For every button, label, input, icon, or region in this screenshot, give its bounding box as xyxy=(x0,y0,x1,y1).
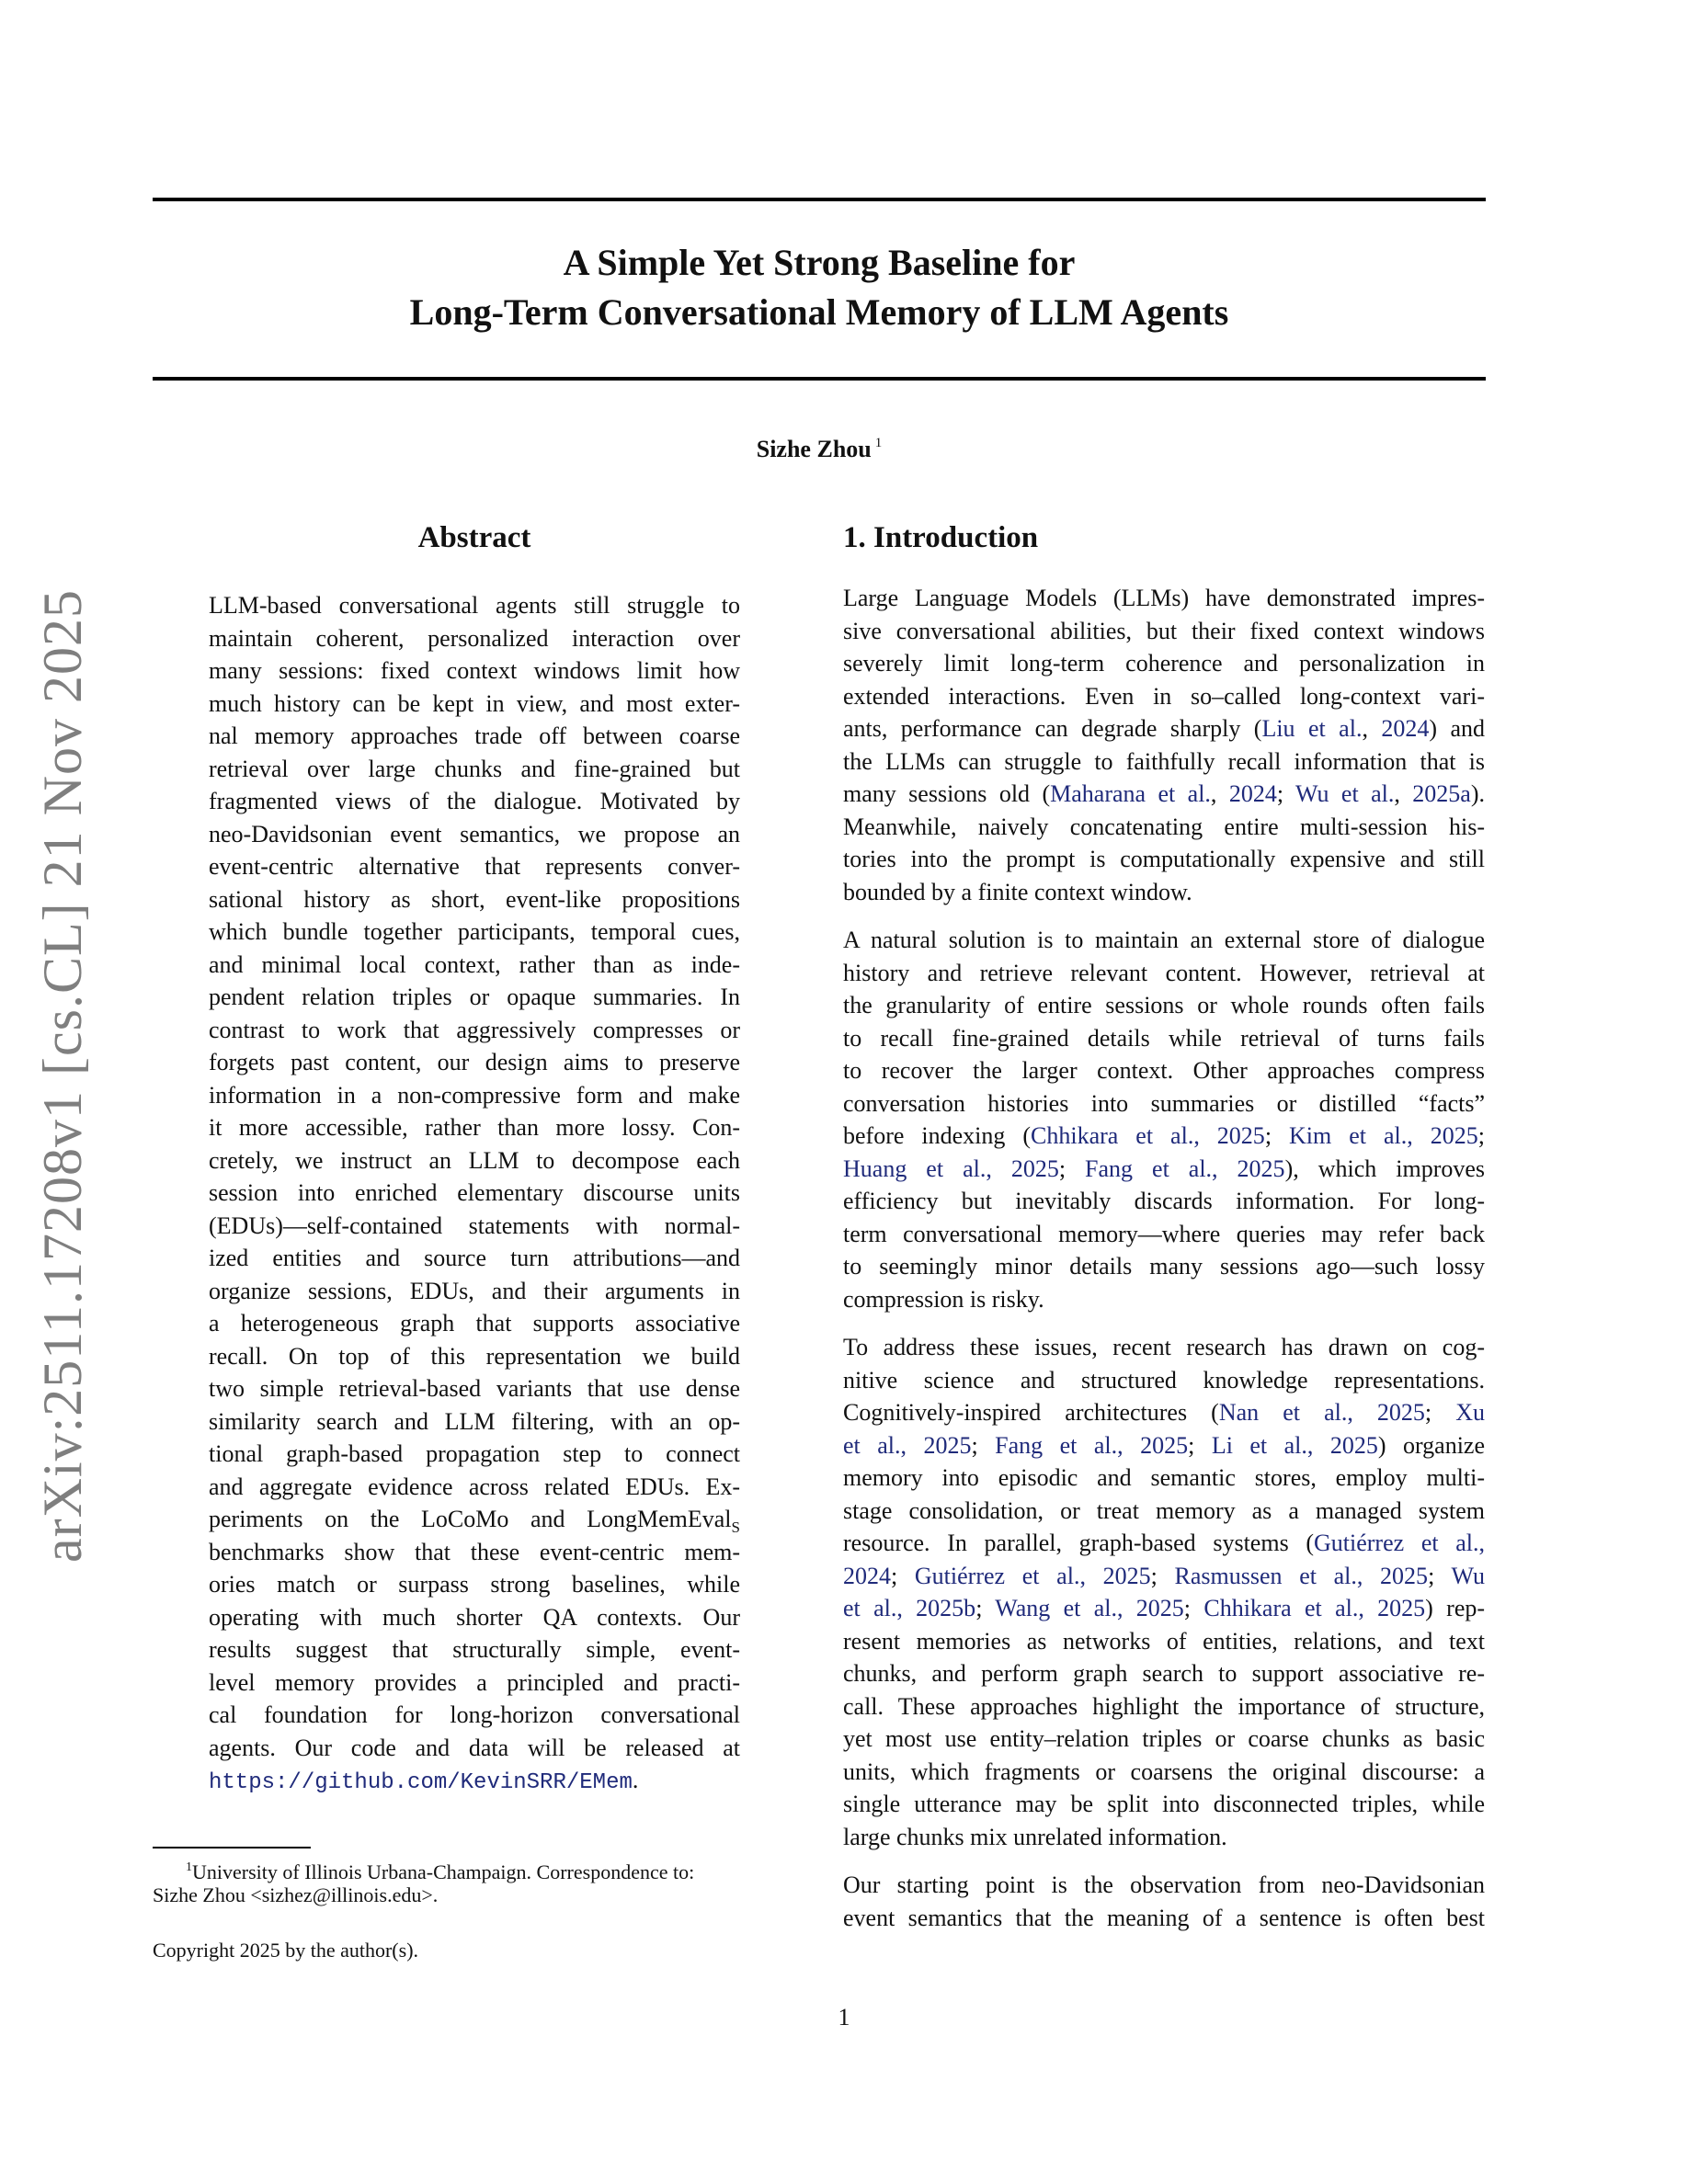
text-run: nal memory approaches trade off between coarse xyxy=(209,722,740,749)
arxiv-stamp: arXiv:2511.17208v1 [cs.CL] 21 Nov 2025 xyxy=(32,589,93,1563)
text-run: much history can be kept in view, and most exter- xyxy=(209,690,740,717)
introduction-heading: 1. Introduction xyxy=(843,521,1039,554)
text-run: ; xyxy=(971,1432,996,1459)
text-run: ), which improves xyxy=(1284,1155,1486,1182)
abstract-line xyxy=(209,1046,740,1078)
intro-line xyxy=(843,582,1485,614)
intro-line xyxy=(843,1495,1485,1527)
citation-link[interactable]: Wu xyxy=(1451,1563,1485,1589)
citation-link[interactable]: Huang et al., 2025 xyxy=(843,1155,1059,1182)
paper-title-line-2: Long-Term Conversational Memory of LLM Agents xyxy=(409,291,1229,333)
citation-link[interactable]: Wang et al., 2025 xyxy=(995,1595,1184,1621)
text-run: the LLMs can struggle to faithfully recall information that is xyxy=(843,748,1485,775)
citation-link[interactable]: Gutiérrez et al., 2025 xyxy=(914,1563,1151,1589)
text-run: cretely, we instruct an LLM to decompose each xyxy=(209,1147,740,1174)
citation-link[interactable]: Nan et al., 2025 xyxy=(1218,1399,1425,1426)
intro-line xyxy=(843,957,1485,989)
text-run: agents. Our code and data will be released at xyxy=(209,1735,740,1761)
text-run: and minimal local context, rather than as inde- xyxy=(209,951,740,978)
text-run: yet most use entity–relation triples or coarse chunks as basic xyxy=(843,1725,1485,1752)
text-run: to recover the larger context. Other approaches compress xyxy=(843,1057,1485,1084)
abstract-line xyxy=(209,1699,740,1731)
page-number: 1 xyxy=(838,2004,850,2030)
text-run: , xyxy=(1210,780,1229,807)
text-run: ; xyxy=(1183,1595,1204,1621)
citation-link[interactable]: Wu et al. xyxy=(1295,780,1395,807)
citation-link[interactable]: et al., 2025b xyxy=(843,1595,976,1621)
intro-line xyxy=(843,1120,1485,1152)
text-run: maintain coherent, personalized interaction over xyxy=(209,625,740,652)
citation-link[interactable]: 2024 xyxy=(843,1563,891,1589)
footnote-text-1: University of Illinois Urbana-Champaign. Correspondence to: xyxy=(192,1860,695,1883)
text-run: tional graph-based propagation step to connect xyxy=(209,1440,740,1467)
abstract-line xyxy=(209,1536,740,1568)
text-run: ). xyxy=(1470,780,1486,807)
text-run: event semantics that the meaning of a sentence is often best xyxy=(843,1905,1485,1931)
citation-link[interactable]: Fang et al., 2025 xyxy=(995,1432,1189,1459)
text-run: ants, performance can degrade sharply ( xyxy=(843,715,1262,742)
citation-link[interactable]: Chhikara et al., 2025 xyxy=(1203,1595,1426,1621)
paper-title-line-1: A Simple Yet Strong Baseline for xyxy=(563,242,1076,283)
abstract-line xyxy=(209,1340,740,1372)
abstract-line xyxy=(209,1372,740,1405)
author-name: Sizhe Zhou xyxy=(756,436,872,462)
text-run: severely limit long-term coherence and personalization in xyxy=(843,650,1485,677)
text-run: history and retrieve relevant content. However, retrieval at xyxy=(843,960,1485,986)
title-rule-top xyxy=(153,198,1486,201)
text-run: many sessions old ( xyxy=(843,780,1051,807)
text-run: extended interactions. Even in so–called long-context vari- xyxy=(843,683,1485,710)
citation-link[interactable]: Li et al., 2025 xyxy=(1211,1432,1378,1459)
abstract-line xyxy=(209,1732,740,1764)
text-run: benchmarks show that these event-centric mem- xyxy=(209,1539,740,1565)
intro-line xyxy=(843,1592,1485,1624)
text-run: Cognitively-inspired architectures ( xyxy=(843,1399,1219,1426)
text-run: recall. On top of this representation we build xyxy=(209,1343,740,1370)
citation-link[interactable]: Xu xyxy=(1455,1399,1485,1426)
text-run: retrieval over large chunks and fine-grained but xyxy=(209,756,740,782)
text-run: ories match or surpass strong baselines, while xyxy=(209,1571,740,1598)
text-run: , xyxy=(1394,780,1413,807)
text-run: which bundle together participants, temporal cues, xyxy=(209,918,740,945)
intro-line xyxy=(843,778,1485,810)
intro-line xyxy=(843,615,1485,647)
intro-line xyxy=(843,1022,1485,1054)
text-run: nitive science and structured knowledge representations. xyxy=(843,1367,1485,1393)
text-run: To address these issues, recent research has drawn on cog- xyxy=(843,1334,1485,1360)
footnote-rule xyxy=(153,1847,311,1848)
text-run: conversation histories into summaries or distilled “facts” xyxy=(843,1090,1485,1117)
text-run: it more accessible, rather than more lossy. Con- xyxy=(209,1114,740,1141)
text-run: bounded by a finite context window. xyxy=(843,879,1192,905)
intro-line xyxy=(843,811,1485,843)
code-url-link[interactable]: https://github.com/KevinSRR/EMem xyxy=(209,1770,633,1795)
copyright-notice: Copyright 2025 by the author(s). xyxy=(153,1939,419,1962)
text-run: to recall fine-grained details while retrieval of turns fails xyxy=(843,1025,1485,1052)
footnote-correspondence: Sizhe Zhou <sizhez@illinois.edu>. xyxy=(153,1883,439,1906)
intro-line xyxy=(843,1625,1485,1657)
text-run: two simple retrieval-based variants that use dense xyxy=(209,1375,740,1402)
intro-line xyxy=(843,1185,1485,1217)
text-run: ) and xyxy=(1429,715,1486,742)
intro-line xyxy=(843,1657,1485,1689)
subscript: S xyxy=(731,1519,740,1536)
citation-link[interactable]: 2025a xyxy=(1412,780,1471,807)
text-run: (EDUs)—self-contained statements with normal- xyxy=(209,1212,740,1239)
citation-link[interactable]: 2024 xyxy=(1228,780,1277,807)
abstract-line xyxy=(209,1764,740,1799)
abstract-line xyxy=(209,785,740,817)
text-run: a heterogeneous graph that supports associative xyxy=(209,1310,740,1337)
text-run: compression is risky. xyxy=(843,1286,1044,1313)
intro-line xyxy=(843,1756,1485,1788)
text-run: ; xyxy=(975,1595,996,1621)
text-run: A natural solution is to maintain an external store of dialogue xyxy=(843,927,1485,953)
text-run: similarity search and LLM filtering, with an op- xyxy=(209,1408,740,1435)
text-run: ; xyxy=(1264,1122,1290,1149)
intro-line xyxy=(843,1902,1485,1934)
text-run: level memory provides a principled and practi- xyxy=(209,1669,740,1696)
abstract-line xyxy=(209,1601,740,1633)
text-run: session into enriched elementary discourse units xyxy=(209,1179,740,1206)
intro-line xyxy=(843,1364,1485,1396)
abstract-line xyxy=(209,688,740,720)
intro-line xyxy=(843,1723,1485,1755)
text-run: Meanwhile, naively concatenating entire multi-session his- xyxy=(843,813,1485,840)
abstract-line xyxy=(209,753,740,785)
text-run: sational history as short, event-like propositions xyxy=(209,886,740,913)
text-run: ; xyxy=(1276,780,1296,807)
text-run: sive conversational abilities, but their fixed context windows xyxy=(843,618,1485,644)
text-run: tories into the prompt is computationally expensive and still xyxy=(843,846,1485,872)
intro-line xyxy=(843,1527,1485,1559)
text-run: contrast to work that aggressively compresses or xyxy=(209,1017,740,1043)
abstract-line xyxy=(209,1471,740,1503)
citation-link[interactable]: Gutiérrez et al., xyxy=(1314,1530,1485,1556)
affiliation-mark: 1 xyxy=(874,436,883,450)
text-run: , xyxy=(1362,715,1382,742)
abstract-line xyxy=(209,1242,740,1274)
abstract-line xyxy=(209,1666,740,1699)
text-run: to seemingly minor details many sessions ago—such lossy xyxy=(843,1253,1485,1280)
intro-line xyxy=(843,924,1485,956)
text-run: cal foundation for long-horizon conversational xyxy=(209,1701,740,1728)
abstract-line xyxy=(209,1568,740,1600)
citation-link[interactable]: 2024 xyxy=(1381,715,1430,742)
text-run: information in a non-compressive form and make xyxy=(209,1082,740,1109)
text-run: ; xyxy=(1150,1563,1175,1589)
intro-line xyxy=(843,1087,1485,1120)
intro-line xyxy=(843,1869,1485,1901)
intro-line xyxy=(843,1690,1485,1723)
text-run: ; xyxy=(1428,1563,1452,1589)
citation-link[interactable]: Liu et al. xyxy=(1261,715,1363,742)
abstract-line xyxy=(209,1438,740,1470)
abstract-line xyxy=(209,850,740,882)
intro-line xyxy=(843,712,1485,745)
intro-line xyxy=(843,1560,1485,1592)
intro-line xyxy=(843,1429,1485,1462)
text-run: efficiency but inevitably discards information. For long- xyxy=(843,1188,1485,1214)
intro-line xyxy=(843,1250,1485,1282)
text-run: organize sessions, EDUs, and their arguments in xyxy=(209,1278,740,1304)
citation-link[interactable]: Maharana et al. xyxy=(1050,780,1211,807)
abstract-line xyxy=(209,1633,740,1666)
abstract-line xyxy=(209,1210,740,1242)
text-run: ; xyxy=(1477,1122,1485,1149)
abstract-line xyxy=(209,622,740,654)
abstract-line xyxy=(209,1014,740,1046)
intro-line xyxy=(843,1283,1485,1315)
text-run: before indexing ( xyxy=(843,1122,1032,1149)
citation-link[interactable]: et al., 2025 xyxy=(843,1432,972,1459)
abstract-line xyxy=(209,1111,740,1143)
intro-line xyxy=(843,989,1485,1021)
text-run: Our starting point is the observation from neo-Davidsonian xyxy=(843,1871,1485,1898)
intro-line xyxy=(843,1218,1485,1250)
abstract-line xyxy=(209,818,740,850)
text-run: single utterance may be split into disconnected triples, while xyxy=(843,1791,1485,1817)
intro-line xyxy=(843,1396,1485,1428)
abstract-line xyxy=(209,916,740,948)
abstract-line xyxy=(209,883,740,916)
text-run: event-centric alternative that represents conver- xyxy=(209,853,740,880)
text-run: Large Language Models (LLMs) have demonstrated impres- xyxy=(843,585,1485,611)
intro-line xyxy=(843,647,1485,679)
text-run: and aggregate evidence across related EDUs. Ex- xyxy=(209,1473,740,1500)
intro-line xyxy=(843,843,1485,875)
abstract-line xyxy=(209,1079,740,1111)
text-run: resent memories as networks of entities, relations, and text xyxy=(843,1628,1485,1655)
abstract-line xyxy=(209,1144,740,1177)
text-run: units, which fragments or coarsens the original discourse: a xyxy=(843,1758,1485,1785)
title-rule-bottom xyxy=(153,377,1486,381)
text-run: results suggest that structurally simple, event- xyxy=(209,1636,740,1663)
text-run: call. These approaches highlight the importance of structure, xyxy=(843,1693,1485,1720)
text-run: ) rep- xyxy=(1425,1595,1486,1621)
intro-line xyxy=(843,745,1485,778)
citation-link[interactable]: Rasmussen et al., 2025 xyxy=(1174,1563,1429,1589)
abstract-line xyxy=(209,1177,740,1209)
abstract-line xyxy=(209,654,740,687)
abstract-heading: Abstract xyxy=(417,521,531,554)
text-run: periments on the LoCoMo and LongMemEval xyxy=(209,1506,732,1532)
abstract-line xyxy=(209,949,740,981)
text-run: operating with much shorter QA contexts. Our xyxy=(209,1604,740,1631)
text-run: ) organize xyxy=(1377,1432,1486,1459)
text-run: the granularity of entire sessions or whole rounds often fails xyxy=(843,992,1485,1018)
author xyxy=(153,436,1486,463)
text-run: forgets past content, our design aims to preserve xyxy=(209,1049,740,1075)
intro-line xyxy=(843,1462,1485,1494)
text-run: resource. In parallel, graph-based systems ( xyxy=(843,1530,1314,1556)
text-run: stage consolidation, or treat memory as a managed system xyxy=(843,1497,1485,1524)
text-run: fragmented views of the dialogue. Motivated by xyxy=(209,788,740,814)
text-run: ized entities and source turn attributions—and xyxy=(209,1245,740,1271)
text-run: ; xyxy=(891,1563,915,1589)
text-run: LLM-based conversational agents still struggle to xyxy=(209,592,740,619)
text-run: pendent relation triples or opaque summaries. In xyxy=(209,984,740,1010)
abstract-line xyxy=(209,981,740,1013)
text-run: ; xyxy=(1188,1432,1212,1459)
text-run: ; xyxy=(1424,1399,1456,1426)
text-run: many sessions: fixed context windows limit how xyxy=(209,657,740,684)
text-run: . xyxy=(632,1767,639,1793)
abstract-line xyxy=(209,589,740,621)
text-run: neo-Davidsonian event semantics, we propose an xyxy=(209,821,740,847)
intro-line xyxy=(843,680,1485,712)
abstract-line xyxy=(209,720,740,752)
citation-link[interactable]: Chhikara et al., 2025 xyxy=(1031,1122,1265,1149)
text-run: large chunks mix unrelated information. xyxy=(843,1824,1227,1850)
footnote-mark: 1 xyxy=(186,1860,192,1874)
intro-line xyxy=(843,1788,1485,1820)
text-run: ; xyxy=(1058,1155,1086,1182)
intro-line xyxy=(843,1153,1485,1185)
intro-line xyxy=(843,876,1485,908)
citation-link[interactable]: Fang et al., 2025 xyxy=(1085,1155,1285,1182)
abstract-line xyxy=(209,1275,740,1307)
intro-line xyxy=(843,1821,1485,1853)
intro-line xyxy=(843,1054,1485,1086)
abstract-line xyxy=(209,1405,740,1438)
intro-line xyxy=(843,1331,1485,1363)
abstract-line xyxy=(209,1307,740,1339)
text-run: term conversational memory—where queries may refer back xyxy=(843,1221,1485,1247)
text-run: chunks, and perform graph search to support associative re- xyxy=(843,1660,1485,1687)
text-run: memory into episodic and semantic stores, employ multi- xyxy=(843,1464,1485,1491)
citation-link[interactable]: Kim et al., 2025 xyxy=(1289,1122,1478,1149)
